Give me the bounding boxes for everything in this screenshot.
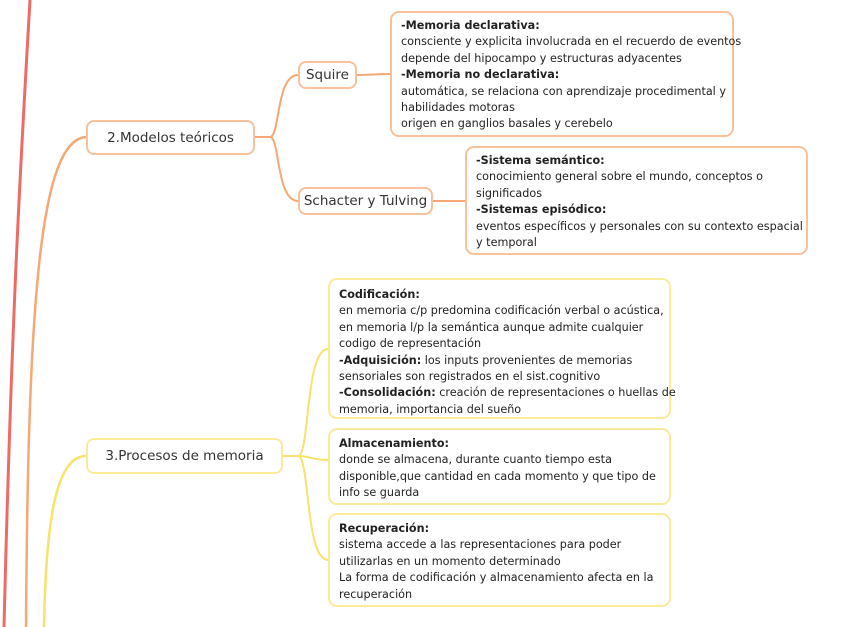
note-line-text: en memoria c/p predomina codificación verbal o acústica,: [339, 304, 664, 318]
note-codificacion[interactable]: [328, 278, 676, 419]
note-line-heading: Codificación:: [339, 288, 420, 301]
topic-modelos-teoricos[interactable]: [86, 120, 255, 155]
note-line-text: habilidades motoras: [401, 101, 515, 115]
note-line: [401, 116, 723, 132]
note-line-heading: -Consolidación:: [339, 386, 436, 400]
connector-codificacion-note: [283, 349, 328, 456]
note-recuperacion[interactable]: [328, 513, 671, 607]
note-line-text: creación de representaciones o huellas de: [435, 386, 676, 400]
note-line-heading: -Sistema semántico:: [476, 154, 605, 167]
note-line: [476, 169, 797, 185]
note-line-heading: Recuperación:: [339, 522, 430, 535]
note-line-text: codigo de representación: [339, 337, 482, 351]
note-line-text: sistema accede a las representaciones para poder: [339, 538, 622, 552]
note-line-text: automática, se relaciona con aprendizaje procedimental y: [401, 84, 726, 98]
note-line-text: los inputs provenientes de memorias: [421, 353, 633, 367]
branch-squire-line: [255, 75, 298, 137]
note-line-text: info se guarda: [339, 486, 420, 500]
note-line: [339, 537, 660, 553]
note-line: [401, 18, 723, 34]
note-line: [339, 436, 660, 452]
note-line-text: sensoriales son registrados en el sist.cognitivo: [339, 370, 601, 384]
note-line: [476, 186, 797, 202]
note-line: [339, 570, 660, 586]
note-line: [401, 51, 723, 67]
note-line: [476, 219, 803, 235]
note-line-heading: Almacenamiento:: [339, 437, 449, 450]
branch-procesos-line: [44, 456, 86, 627]
connector-almacenamiento-note: [298, 456, 328, 460]
note-line-text: eventos específicos y personales con su contexto espacial: [476, 219, 803, 233]
note-line-text: recuperación: [339, 587, 413, 601]
note-line: [339, 287, 660, 303]
note-line: [339, 385, 676, 401]
note-line: [339, 452, 660, 468]
branch-schacter-line: [270, 137, 298, 201]
note-line-text: depende del hipocampo y estructuras adyacentes: [401, 51, 682, 65]
note-line-heading: -Memoria declarativa:: [401, 19, 540, 32]
note-line: [401, 34, 742, 50]
note-line-text: donde se almacena, durante cuanto tiempo esta: [339, 453, 612, 467]
note-line-text: conocimiento general sobre el mundo, conceptos o: [476, 170, 763, 184]
connector-recuperacion-note: [298, 456, 328, 560]
note-line: [339, 554, 660, 570]
subtopic-schacter-label: Schacter y Tulving: [303, 193, 428, 209]
note-schacter-tulving[interactable]: [465, 146, 808, 255]
branch-modelos-line: [26, 137, 86, 627]
note-line: [339, 369, 660, 385]
subtopic-squire-label: Squire: [305, 67, 349, 83]
subtopic-squire[interactable]: [298, 61, 357, 89]
note-squire[interactable]: [390, 11, 742, 137]
note-line: [339, 303, 664, 319]
note-line: [401, 100, 723, 116]
note-line-heading: -Sistemas episódico:: [476, 203, 607, 217]
note-line: [401, 84, 726, 100]
note-line: [339, 320, 660, 336]
note-line: [476, 153, 797, 169]
note-almacenamiento[interactable]: [328, 428, 671, 505]
connector-squire-note: [357, 74, 390, 75]
note-line: [476, 235, 797, 251]
note-line-text: La forma de codificación y almacenamiento afecta en la: [339, 571, 654, 585]
topic-modelos-label: 2.Modelos teóricos: [107, 129, 234, 146]
subtopic-schacter-tulving[interactable]: [298, 187, 433, 215]
note-line: [339, 521, 660, 537]
note-line-text: en memoria l/p la semántica aunque admite cualquier: [339, 320, 644, 334]
note-line: [339, 469, 660, 485]
topic-procesos-memoria[interactable]: [86, 438, 283, 474]
note-line-text: disponible,que cantidad en cada momento y que tipo de: [339, 469, 656, 483]
note-line: [476, 202, 797, 218]
note-line-text: origen en ganglios basales y cerebelo: [401, 117, 613, 131]
note-line-heading: -Adquisición:: [339, 353, 422, 367]
note-line-text: utilizarlas en un momento determinado: [339, 554, 561, 568]
note-line: [339, 485, 660, 501]
topic-procesos-label: 3.Procesos de memoria: [105, 448, 264, 464]
note-line-text: y temporal: [476, 236, 537, 250]
note-line: [339, 353, 660, 369]
note-line-text: memoria, importancia del sueño: [339, 402, 522, 416]
note-line-text: consciente y explicita involucrada en el recuerdo de eventos: [401, 35, 742, 49]
note-line: [401, 67, 723, 83]
note-line: [339, 402, 660, 418]
note-line: [339, 336, 660, 352]
note-line: [339, 587, 660, 603]
note-line-text: significados: [476, 186, 543, 200]
note-line-heading: -Memoria no declarativa:: [401, 68, 560, 82]
